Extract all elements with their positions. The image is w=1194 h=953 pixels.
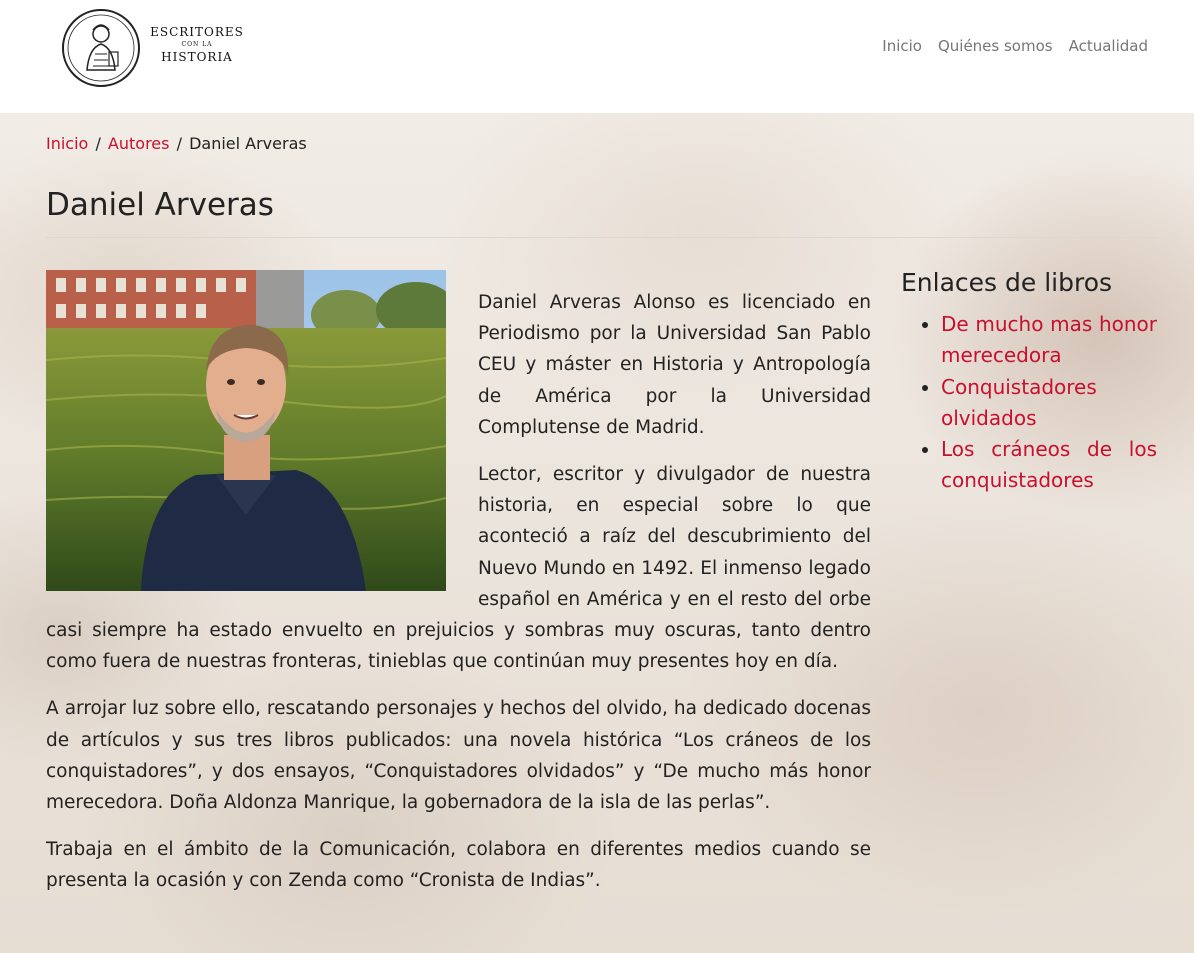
main-content (0, 113, 1194, 953)
book-link-los-craneos[interactable]: Los cráneos de los conquistadores (941, 437, 1157, 493)
site-header (0, 0, 1194, 114)
main-nav (882, 37, 1148, 55)
list-item (941, 309, 1157, 372)
title-divider (46, 237, 1158, 238)
logo-wordmark (147, 26, 247, 63)
breadcrumb-home-link[interactable]: Inicio (46, 134, 89, 153)
list-item (941, 434, 1157, 497)
logo-line-2: CON LA (181, 41, 213, 48)
sidebar-title: Enlaces de libros (901, 268, 1113, 297)
bio-paragraph: Trabaja en el ámbito de la Comunicación, colabora en diferentes medios cuando se presenta la ocasión y con Zenda como “Cronista de Indias”. (46, 839, 871, 892)
logo-line-1: ESCRITORES (150, 25, 244, 39)
nav-link-actualidad[interactable]: Actualidad (1068, 37, 1148, 55)
bio-paragraph: Lector, escritor y divulgador de nuestra historia, en especial sobre lo que aconteció a raíz del descubrimiento del Nuevo Mundo en 1492. El inmenso legado español en América y en el resto del orbe casi siempre ha estado envuelto en prejuicios y sombras muy oscuras, tanto dentro como fuera de nuestras fronteras, tinieblas que continúan muy presentes hoy en día. (46, 464, 871, 673)
breadcrumb (46, 134, 307, 153)
logo-seal-icon (61, 8, 141, 88)
breadcrumb-authors-link[interactable]: Autores (107, 134, 170, 153)
book-link-conquistadores-olvidados[interactable]: Conquistadores olvidados (941, 374, 1097, 430)
book-link-de-mucho-mas-honor[interactable]: De mucho mas honor merecedora (941, 312, 1157, 368)
sidebar-book-links (901, 268, 1157, 497)
book-links-list (901, 309, 1157, 497)
breadcrumb-separator: / (176, 134, 182, 153)
author-photo (46, 270, 446, 591)
list-item (941, 372, 1157, 435)
breadcrumb-current: Daniel Arveras (189, 134, 307, 153)
bio-paragraph: A arrojar luz sobre ello, rescatando personajes y hechos del olvido, ha dedicado docenas de artículos y sus tres libros publicados: una novela histórica “Los cráneos de los conquistadores”, y dos ensayos, “Conquistadores olvidados” y “De mucho más honor merecedora. Doña Aldonza Manrique, la gobernadora de la isla de las perlas”. (46, 698, 871, 814)
nav-link-quienes-somos[interactable]: Quiénes somos (937, 37, 1053, 55)
breadcrumb-separator: / (95, 134, 101, 153)
logo-line-3: HISTORIA (161, 50, 233, 64)
author-bio (46, 270, 871, 913)
bio-paragraph: Daniel Arveras Alonso es licenciado en Periodismo por la Universidad San Pablo CEU y máster en Historia y Antropología de América por la Universidad Complutense de Madrid. (478, 292, 871, 438)
site-logo[interactable] (61, 8, 251, 88)
page-title: Daniel Arveras (46, 187, 274, 223)
nav-link-inicio[interactable]: Inicio (882, 37, 922, 55)
